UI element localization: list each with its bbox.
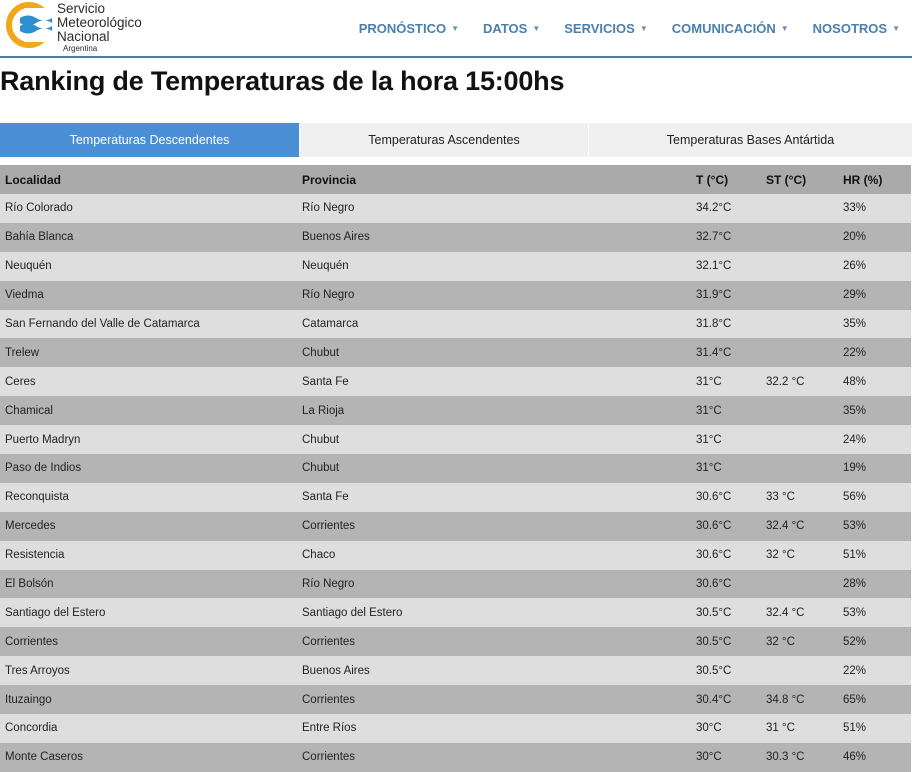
humedad-cell: 19% (838, 454, 911, 483)
humedad-cell: 51% (838, 714, 911, 743)
provincia-cell: Santiago del Estero (297, 598, 691, 627)
table-body (0, 194, 911, 772)
temperatura-cell: 30°C (691, 743, 761, 772)
provincia-cell: Catamarca (297, 310, 691, 339)
site-header (0, 0, 912, 58)
localidad-cell: Chamical (0, 396, 297, 425)
localidad-cell: Puerto Madryn (0, 425, 297, 454)
table-row (0, 396, 911, 425)
caret-down-icon: ▼ (451, 23, 460, 33)
table-header-row (0, 165, 911, 194)
localidad-cell: San Fernando del Valle de Catamarca (0, 310, 297, 339)
sensacion-termica-cell: 32 °C (761, 627, 838, 656)
logo-line-1: Servicio (57, 1, 106, 16)
nav-label: DATOS (483, 20, 528, 36)
temperatura-cell: 34.2°C (691, 194, 761, 223)
logo-line-3: Nacional (57, 29, 110, 44)
humedad-cell: 65% (838, 685, 911, 714)
humedad-cell: 26% (838, 252, 911, 281)
localidad-cell: Resistencia (0, 541, 297, 570)
sensacion-termica-cell: 32.4 °C (761, 598, 838, 627)
header-humedad: HR (%) (838, 165, 911, 194)
table-row (0, 714, 911, 743)
table-row (0, 512, 911, 541)
localidad-cell: Neuquén (0, 252, 297, 281)
temperatura-cell: 30.5°C (691, 656, 761, 685)
sensacion-termica-cell: 32.2 °C (761, 367, 838, 396)
sensacion-termica-cell (761, 281, 838, 310)
table-row (0, 598, 911, 627)
humedad-cell: 48% (838, 367, 911, 396)
temperatura-cell: 31.9°C (691, 281, 761, 310)
localidad-cell: Viedma (0, 281, 297, 310)
nav-label: COMUNICACIÓN (671, 20, 776, 36)
nav-pronostico[interactable] (359, 21, 459, 36)
nav-label: PRONÓSTICO (358, 20, 447, 36)
table-row (0, 483, 911, 512)
provincia-cell: Neuquén (297, 252, 691, 281)
caret-down-icon: ▼ (892, 23, 900, 33)
nav-label: SERVICIOS (564, 20, 635, 36)
tab-temperaturas-ascendentes[interactable]: Temperaturas Ascendentes (300, 123, 589, 157)
smn-logo-icon (6, 2, 52, 48)
sensacion-termica-cell (761, 454, 838, 483)
provincia-cell: Corrientes (297, 685, 691, 714)
humedad-cell: 51% (838, 541, 911, 570)
localidad-cell: Santiago del Estero (0, 598, 297, 627)
table-row (0, 627, 911, 656)
temperatura-cell: 30.5°C (691, 598, 761, 627)
table-row (0, 743, 911, 772)
header-temperatura: T (°C) (691, 165, 761, 194)
temperatura-cell: 32.7°C (691, 223, 761, 252)
table-row (0, 541, 911, 570)
sensacion-termica-cell: 34.8 °C (761, 685, 838, 714)
localidad-cell: Ceres (0, 367, 297, 396)
temperatura-cell: 30.4°C (691, 685, 761, 714)
provincia-cell: Río Negro (297, 194, 691, 223)
humedad-cell: 35% (838, 310, 911, 339)
localidad-cell: Corrientes (0, 627, 297, 656)
temperatura-cell: 31°C (691, 396, 761, 425)
table-row (0, 367, 911, 396)
nav-comunicacion[interactable] (672, 21, 789, 36)
temperatura-cell: 32.1°C (691, 252, 761, 281)
provincia-cell: Corrientes (297, 627, 691, 656)
localidad-cell: Ituzaingo (0, 685, 297, 714)
table-row (0, 570, 911, 599)
table-row (0, 310, 911, 339)
table-row (0, 454, 911, 483)
ranking-table-container (0, 165, 911, 772)
localidad-cell: Bahía Blanca (0, 223, 297, 252)
provincia-cell: Buenos Aires (297, 656, 691, 685)
sensacion-termica-cell (761, 310, 838, 339)
temperatura-cell: 31°C (691, 367, 761, 396)
caret-down-icon: ▼ (780, 23, 789, 33)
header-localidad: Localidad (0, 165, 297, 194)
provincia-cell: Chubut (297, 425, 691, 454)
logo-line-2: Meteorológico (57, 15, 142, 30)
table-row (0, 425, 911, 454)
sensacion-termica-cell (761, 194, 838, 223)
page-title: Ranking de Temperaturas de la hora 15:00hs (0, 66, 565, 96)
header-sensacion-termica: ST (°C) (761, 165, 838, 194)
caret-down-icon: ▼ (532, 23, 541, 33)
nav-servicios[interactable] (564, 21, 647, 36)
localidad-cell: El Bolsón (0, 570, 297, 599)
humedad-cell: 52% (838, 627, 911, 656)
sensacion-termica-cell: 30.3 °C (761, 743, 838, 772)
sensacion-termica-cell: 33 °C (761, 483, 838, 512)
humedad-cell: 29% (838, 281, 911, 310)
provincia-cell: Chubut (297, 454, 691, 483)
temperatura-cell: 30.5°C (691, 627, 761, 656)
provincia-cell: Entre Ríos (297, 714, 691, 743)
provincia-cell: Chubut (297, 338, 691, 367)
sensacion-termica-cell (761, 252, 838, 281)
temperatura-cell: 30.6°C (691, 483, 761, 512)
sensacion-termica-cell (761, 656, 838, 685)
humedad-cell: 24% (838, 425, 911, 454)
table-row (0, 685, 911, 714)
temperatura-cell: 31°C (691, 425, 761, 454)
provincia-cell: Buenos Aires (297, 223, 691, 252)
provincia-cell: Santa Fe (297, 367, 691, 396)
ranking-table (0, 165, 911, 772)
localidad-cell: Río Colorado (0, 194, 297, 223)
provincia-cell: Corrientes (297, 743, 691, 772)
humedad-cell: 22% (838, 656, 911, 685)
sensacion-termica-cell (761, 396, 838, 425)
sensacion-termica-cell: 32 °C (761, 541, 838, 570)
sensacion-termica-cell (761, 223, 838, 252)
humedad-cell: 22% (838, 338, 911, 367)
table-row (0, 194, 911, 223)
humedad-cell: 35% (838, 396, 911, 425)
temperatura-cell: 30.6°C (691, 570, 761, 599)
humedad-cell: 56% (838, 483, 911, 512)
humedad-cell: 20% (838, 223, 911, 252)
logo-line-4: Argentina (63, 44, 98, 53)
humedad-cell: 33% (838, 194, 911, 223)
temperatura-cell: 31.4°C (691, 338, 761, 367)
tab-temperaturas-descendentes[interactable]: Temperaturas Descendentes (0, 123, 300, 157)
nav-nosotros[interactable] (813, 21, 900, 36)
nav-datos[interactable] (483, 21, 540, 36)
sensacion-termica-cell: 32.4 °C (761, 512, 838, 541)
localidad-cell: Reconquista (0, 483, 297, 512)
tab-temperaturas-bases-antartida[interactable]: Temperaturas Bases Antártida (589, 123, 912, 157)
localidad-cell: Concordia (0, 714, 297, 743)
provincia-cell: Chaco (297, 541, 691, 570)
caret-down-icon: ▼ (639, 23, 648, 33)
humedad-cell: 53% (838, 598, 911, 627)
humedad-cell: 46% (838, 743, 911, 772)
humedad-cell: 28% (838, 570, 911, 599)
logo-text (57, 2, 142, 53)
localidad-cell: Tres Arroyos (0, 656, 297, 685)
sensacion-termica-cell (761, 338, 838, 367)
humedad-cell: 53% (838, 512, 911, 541)
table-row (0, 656, 911, 685)
provincia-cell: Corrientes (297, 512, 691, 541)
ranking-tabs (0, 123, 912, 157)
localidad-cell: Mercedes (0, 512, 297, 541)
temperatura-cell: 30.6°C (691, 541, 761, 570)
table-row (0, 281, 911, 310)
localidad-cell: Paso de Indios (0, 454, 297, 483)
table-row (0, 252, 911, 281)
sensacion-termica-cell: 31 °C (761, 714, 838, 743)
provincia-cell: Santa Fe (297, 483, 691, 512)
temperatura-cell: 30°C (691, 714, 761, 743)
nav-label: NOSOTROS (812, 20, 888, 36)
temperatura-cell: 31°C (691, 454, 761, 483)
temperatura-cell: 30.6°C (691, 512, 761, 541)
table-row (0, 338, 911, 367)
main-nav (359, 0, 912, 56)
localidad-cell: Monte Caseros (0, 743, 297, 772)
temperatura-cell: 31.8°C (691, 310, 761, 339)
provincia-cell: La Rioja (297, 396, 691, 425)
header-provincia: Provincia (297, 165, 691, 194)
provincia-cell: Río Negro (297, 281, 691, 310)
table-row (0, 223, 911, 252)
sensacion-termica-cell (761, 570, 838, 599)
provincia-cell: Río Negro (297, 570, 691, 599)
localidad-cell: Trelew (0, 338, 297, 367)
sensacion-termica-cell (761, 425, 838, 454)
smn-logo[interactable] (6, 2, 142, 53)
